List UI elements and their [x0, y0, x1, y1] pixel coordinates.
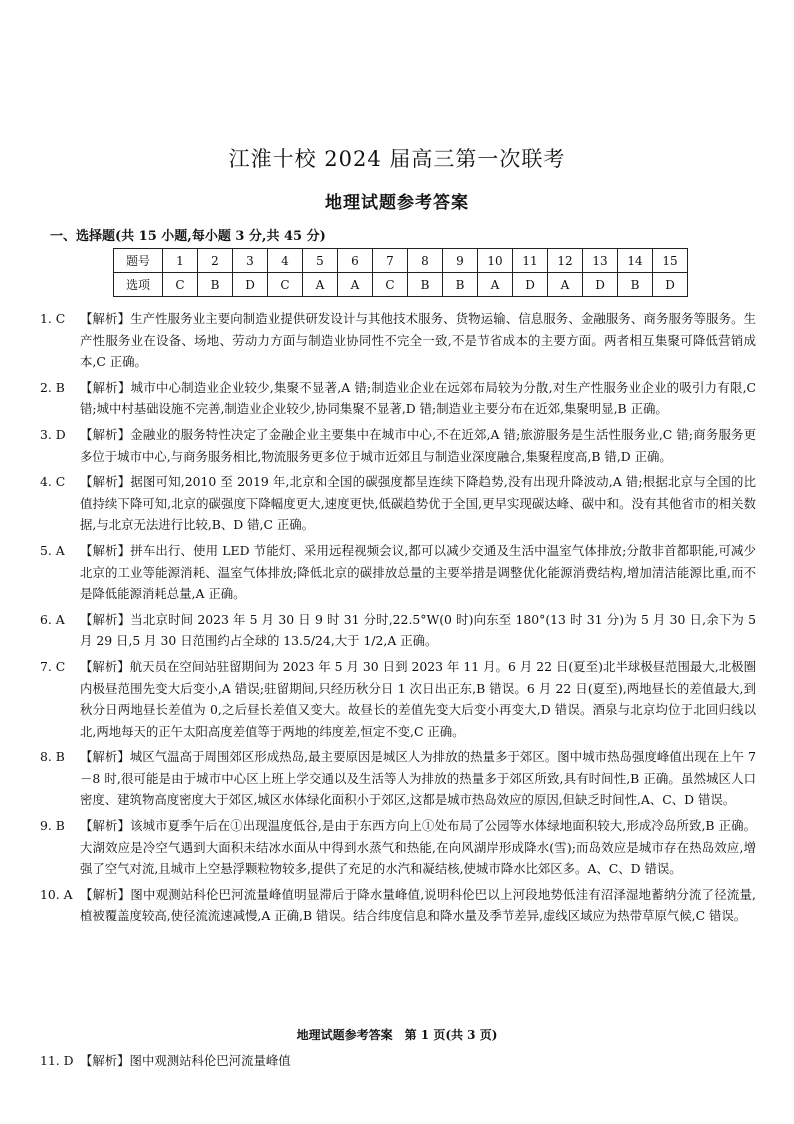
answer-cell: B [198, 273, 233, 297]
question-number-cell: 2 [198, 249, 233, 273]
explanation-item [40, 1050, 756, 1072]
answer-table [113, 248, 688, 297]
explanation-list [40, 308, 756, 931]
answer-cell: D [233, 273, 268, 297]
answer-row [114, 273, 688, 297]
page-title: 江淮十校 2024 届高三第一次联考 [228, 147, 566, 171]
explanation-text: 【解析】图中观测站科伦巴河流量峰值明显滞后于降水量峰值,说明科伦巴以上河段地势低洼有沼泽湿地蓄纳分流了径流量,植被覆盖度较高,使径流流速减慢,A 正确,B 错误。结合纬度信息和降水量及季节差异,虚线区域应为热带草原气候,C 错误。 [80, 886, 756, 924]
answer-cell: B [443, 273, 478, 297]
explanation-item [40, 609, 756, 652]
question-number-cell: 5 [303, 249, 338, 273]
explanation-text: 【解析】城市中心制造业企业较少,集聚不显著,A 错;制造业企业在远郊布局较为分散,对生产性服务业企业的吸引力有限,C 错;城中村基础设施不完善,制造业企业较少,协同集聚不显著,D 错;制造业主要分布在近郊,集聚明显,B 正确。 [80, 379, 756, 417]
explanation-text: 【解析】拼车出行、使用 LED 节能灯、采用远程视频会议,都可以减少交通及生活中温室气体排放;分散非首都职能,可减少北京的工业等能源消耗、温室气体排放;降低北京的碳排放总量的主要举措是调整优化能源消费结构,增加清洁能源比重,而不是降低能源消耗总量,A 正确。 [80, 542, 756, 602]
answer-cell: D [653, 273, 688, 297]
explanation-number: 2. B [40, 379, 65, 395]
answer-cell: C [268, 273, 303, 297]
explanation-item [40, 424, 756, 467]
explanation-number: 5. A [40, 542, 65, 558]
question-number-cell: 8 [408, 249, 443, 273]
answer-cell: B [618, 273, 653, 297]
explanation-number: 3. D [40, 426, 66, 442]
answer-cell: A [303, 273, 338, 297]
question-number-cell: 9 [443, 249, 478, 273]
answer-cell: A [338, 273, 373, 297]
explanation-item [40, 377, 756, 420]
explanation-number: 11. D [40, 1053, 74, 1068]
page-subtitle: 地理试题参考答案 [325, 193, 469, 213]
question-number-row [114, 249, 688, 273]
answer-cell: A [478, 273, 513, 297]
question-number-cell: 6 [338, 249, 373, 273]
question-number-cell: 15 [653, 249, 688, 273]
page-footer: 地理试题参考答案 第 1 页(共 3 页) [296, 1028, 498, 1042]
question-number-cell: 14 [618, 249, 653, 273]
explanation-item [40, 308, 756, 373]
question-number-cell: 12 [548, 249, 583, 273]
answer-cell: D [583, 273, 618, 297]
question-number-cell: 11 [513, 249, 548, 273]
answer-cell: C [373, 273, 408, 297]
row-label-answer: 选项 [114, 273, 163, 297]
question-number-cell: 10 [478, 249, 513, 273]
explanation-text: 【解析】航天员在空间站驻留期间为 2023 年 5 月 30 日到 2023 年 11 月。6 月 22 日(夏至)北半球极昼范围最大,北极圈内极昼范围先变大后变小,A 错误;驻留期间,只经历秋分日 1 次日出正东,B 错误。6 月 22 日(夏至),两地昼长的差值最大,到秋分日两地昼长差值为 0,之后昼长差值又变大。故昼长的差值先变大后变小再变大,D 错误。酒泉与北京均位于北回归线以北,两地每天的正午太阳高度差值等于两地的纬度差,恒定不变,C 正确。 [80, 658, 756, 739]
explanation-text: 【解析】生产性服务业主要向制造业提供研发设计与其他技术服务、货物运输、信息服务、金融服务、商务服务等服务。生产性服务业在设备、场地、劳动力方面与制造业协同性不完全一致,不是节省成本的主要方面。两者相互集聚可降低营销成本,C 正确。 [80, 311, 756, 370]
explanation-item [40, 656, 756, 742]
question-number-cell: 1 [163, 249, 198, 273]
explanation-number: 8. B [40, 749, 65, 765]
answer-cell: A [548, 273, 583, 297]
explanation-number: 4. C [40, 474, 66, 490]
explanation-number: 9. B [40, 818, 65, 834]
explanation-number: 1. C [40, 311, 66, 326]
explanation-number: 10. A [40, 886, 73, 902]
explanation-item [40, 815, 756, 880]
row-label-number: 题号 [114, 249, 163, 273]
explanation-item [40, 471, 756, 536]
explanation-item [40, 884, 756, 927]
explanation-text: 【解析】当北京时间 2023 年 5 月 30 日 9 时 31 分时,22.5°W(0 时)向东至 180°(13 时 31 分)为 5 月 30 日,余下为 5 月 29 日,5 月 30 日范围约占全球的 13.5/24,大于 1/2,A 正确。 [80, 611, 756, 649]
question-number-cell: 4 [268, 249, 303, 273]
explanation-item [40, 746, 756, 811]
explanation-number: 7. C [40, 658, 66, 674]
question-number-cell: 13 [583, 249, 618, 273]
question-number-cell: 3 [233, 249, 268, 273]
section-heading: 一、选择题(共 15 小题,每小题 3 分,共 45 分) [50, 229, 326, 244]
question-number-cell: 7 [373, 249, 408, 273]
explanation-text: 【解析】图中观测站科伦巴河流量峰值 [80, 1053, 291, 1068]
explanation-number: 6. A [40, 611, 65, 627]
answer-cell: D [513, 273, 548, 297]
explanation-text: 【解析】城区气温高于周围郊区形成热岛,最主要原因是城区人为排放的热量多于郊区。图中城市热岛强度峰值出现在上午 7－8 时,很可能是由于城市中心区上班上学交通以及生活等人为排放的热量多于郊区所致,具有时间性,B 正确。虽然城区人口密度、建筑物高度密度大于郊区,城区水体绿化面积小于郊区,这都是城市热岛效应的原因,但缺乏时间性,A、C、D 错误。 [80, 749, 756, 808]
answer-cell: B [408, 273, 443, 297]
explanation-text: 【解析】金融业的服务特性决定了金融企业主要集中在城市中心,不在近郊,A 错;旅游服务是生活性服务业,C 错;商务服务更多位于城市中心,与商务服务相比,物流服务更多位于城市近郊且与制造业深度融合,集聚程度高,B 错,D 正确。 [80, 426, 756, 464]
answer-cell: C [163, 273, 198, 297]
explanation-text: 【解析】据图可知,2010 至 2019 年,北京和全国的碳强度都呈连续下降趋势,没有出现升降波动,A 错;根据北京与全国的比值持续下降可知,北京的碳强度下降幅度更大,速度更快,低碳趋势优于全国,更早实现碳达峰、碳中和。没有其他省市的相关数据,与北京无法进行比较,B、D 错,C 正确。 [80, 474, 756, 533]
explanation-item [40, 540, 756, 605]
explanation-text: 【解析】该城市夏季午后在①出现温度低谷,是由于东西方向上①处布局了公园等水体绿地面积较大,形成冷岛所致,B 正确。大湖效应是冷空气遇到大面积未结冰水面从中得到水蒸气和热能,在向风湖岸形成降水(雪);而岛效应是城市存在热岛效应,增强了空气对流,且城市上空悬浮颗粒物较多,提供了充足的水汽和凝结核,使城市降水比郊区多。A、C、D 错误。 [80, 818, 756, 877]
